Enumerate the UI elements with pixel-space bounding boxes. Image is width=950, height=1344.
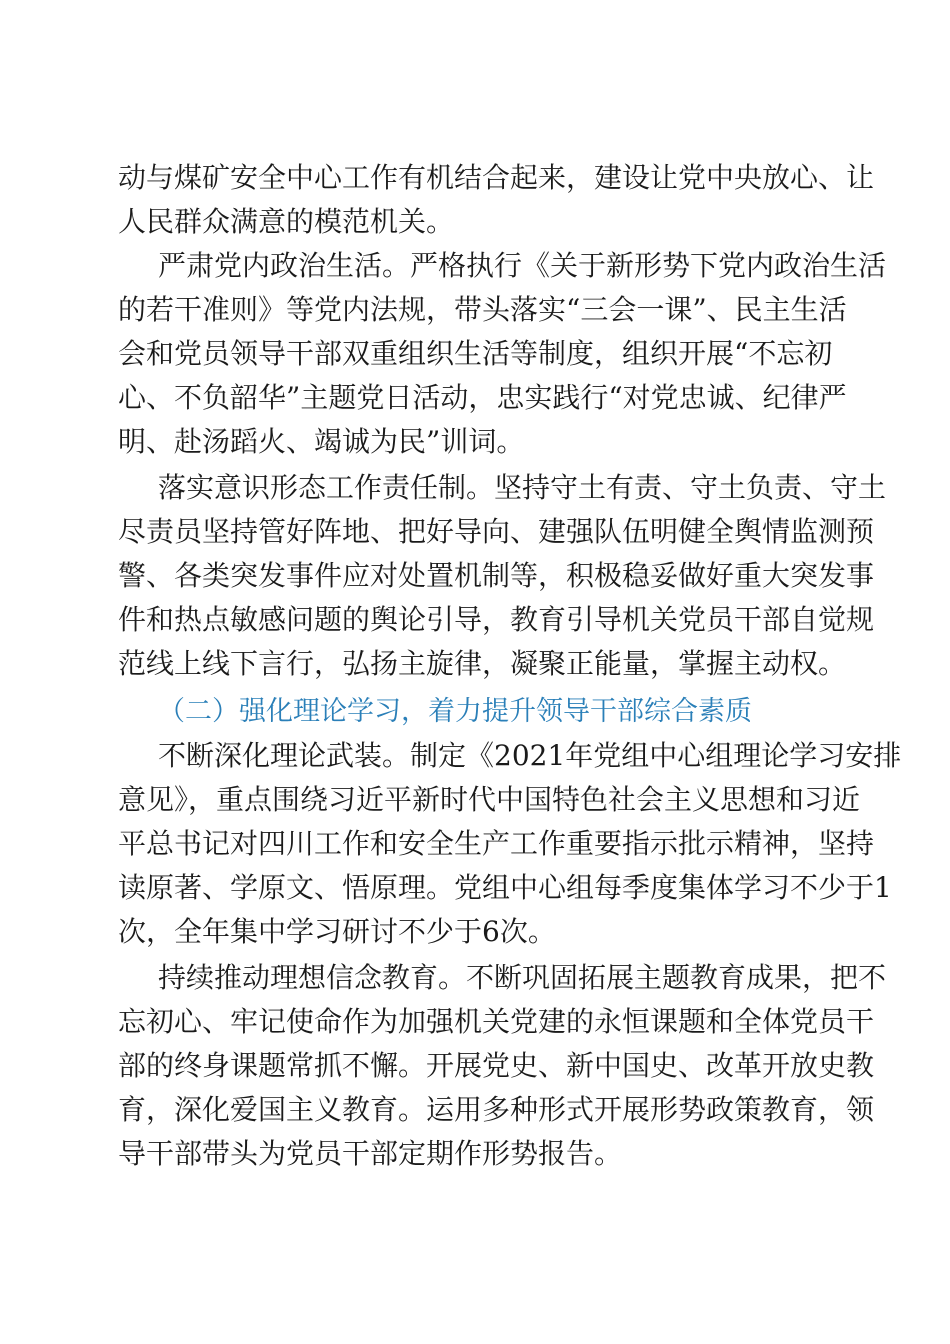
paragraph-line: 意见》，重点围绕习近平新时代中国特色社会主义思想和习近 <box>118 783 861 816</box>
paragraph-line: 范线上线下言行，弘扬主旋律，凝聚正能量，掌握主动权。 <box>118 647 847 680</box>
paragraph-line: 动与煤矿安全中心工作有机结合起来，建设让党中央放心、让 <box>118 161 875 194</box>
paragraph-line: 平总书记对四川工作和安全生产工作重要指示批示精神，坚持 <box>118 827 875 860</box>
paragraph-line: 读原著、学原文、悟原理。党组中心组每季度集体学习不少于1 <box>118 871 892 904</box>
paragraph-line: 次，全年集中学习研讨不少于6次。 <box>118 915 556 948</box>
paragraph-line: 忘初心、牢记使命作为加强机关党建的永恒课题和全体党员干 <box>118 1005 875 1038</box>
paragraph-first-line: 不断深化理论武装。制定《2021年党组中心组理论学习安排 <box>158 739 902 772</box>
paragraph-first-line: 落实意识形态工作责任制。坚持守土有责、守土负责、守土 <box>158 471 887 504</box>
paragraph-line: 人民群众满意的模范机关。 <box>118 205 455 238</box>
paragraph-line: 部的终身课题常抓不懈。开展党史、新中国史、改革开放史教 <box>118 1049 875 1082</box>
paragraph-line: 育，深化爱国主义教育。运用多种形式开展形势政策教育，领 <box>118 1093 875 1126</box>
paragraph-first-line: 持续推动理想信念教育。不断巩固拓展主题教育成果，把不 <box>158 961 887 994</box>
section-heading: （二）强化理论学习，着力提升领导干部综合素质 <box>158 696 752 727</box>
paragraph-line: 警、各类突发事件应对处置机制等，积极稳妥做好重大突发事 <box>118 559 875 592</box>
paragraph-line: 尽责员坚持管好阵地、把好导向、建强队伍明健全舆情监测预 <box>118 515 875 548</box>
paragraph-line: 件和热点敏感问题的舆论引导，教育引导机关党员干部自觉规 <box>118 603 875 636</box>
paragraph-line: 导干部带头为党员干部定期作形势报告。 <box>118 1137 623 1170</box>
paragraph-line: 明、赴汤蹈火、竭诚为民”训词。 <box>118 425 525 458</box>
paragraph-first-line: 严肃党内政治生活。严格执行《关于新形势下党内政治生活 <box>158 249 887 282</box>
paragraph-line: 的若干准则》等党内法规，带头落实“三会一课”、民主生活 <box>118 293 847 326</box>
paragraph-line: 会和党员领导干部双重组织生活等制度，组织开展“不忘初 <box>118 337 833 370</box>
paragraph-line: 心、不负韶华”主题党日活动，忠实践行“对党忠诚、纪律严 <box>118 381 847 414</box>
